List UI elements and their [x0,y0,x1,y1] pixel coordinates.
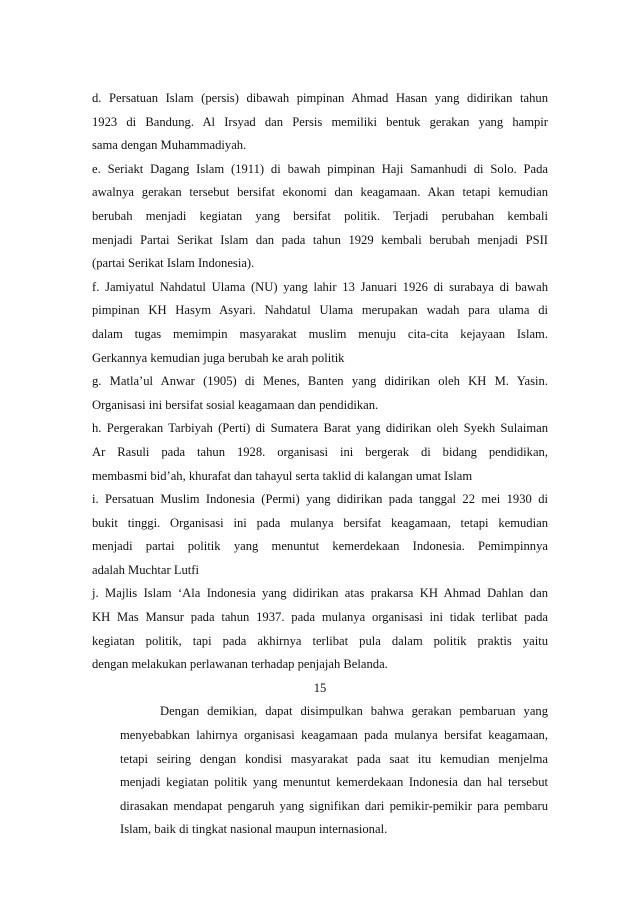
text-line: j. Majlis Islam ‘Ala Indonesia yang didirikan atas prakarsa KH Ahmad Dahlan dan [92,586,548,601]
text-line: dengan melakukan perlawanan terhadap penjajah Belanda. [92,657,388,672]
text-line: dalam tugas memimpin masyarakat muslim menuju cita-cita kejayaan Islam. [92,326,548,341]
text-line: Ar Rasuli pada tahun 1928. organisasi ini bergerak di bidang pendidikan, [92,444,548,459]
text-line: menjadi kegiatan politik yang menuntut kemerdekaan Indonesia dan hal tersebut [120,775,548,790]
text-line: menyebabkan lahirnya organisasi keagamaan pada mulanya bersifat keagamaan, [120,728,548,743]
list-item-i [92,488,548,582]
text-line: berubah menjadi kegiatan yang bersifat politik. Terjadi perubahan kembali [92,208,548,223]
text-line: menjadi Partai Serikat Islam dan pada tahun 1929 kembali berubah menjadi PSII [92,232,548,247]
text-line: KH Mas Mansur pada tahun 1937. pada mulanya organisasi ini tidak terlibat pada [92,610,548,625]
text-line: Dengan demikian, dapat disimpulkan bahwa gerakan pembaruan yang [160,704,548,719]
text-line: f. Jamiyatul Nahdatul Ulama (NU) yang lahir 13 Januari 1926 di surabaya di bawah [92,279,548,294]
text-line: membasmi bid’ah, khurafat dan tahayul serta taklid di kalangan umat Islam [92,468,473,483]
list-item-d [92,87,548,158]
text-line: kegiatan politik, tapi pada akhirnya terlibat pula dalam politik praktis yaitu [92,633,548,648]
text-line: tetapi seiring dengan kondisi masyarakat pada saat itu kemudian menjelma [120,751,548,766]
page-number: 15 [313,680,327,695]
text-line: i. Persatuan Muslim Indonesia (Permi) yang didirikan pada tanggal 22 mei 1930 di [92,492,548,507]
conclusion-paragraph [92,700,548,842]
organization-list [92,87,548,842]
text-line: Organisasi ini bersifat sosial keagamaan dan pendidikan. [92,397,379,412]
text-line: 1923 di Bandung. Al Irsyad dan Persis memiliki bentuk gerakan yang hampir [92,114,548,129]
text-line: awalnya gerakan tersebut bersifat ekonomi dan keagamaan. Akan tetapi kemudian [92,185,548,200]
text-line: menjadi partai politik yang menuntut kemerdekaan Indonesia. Pemimpinnya [92,539,548,554]
list-item-h [92,417,548,488]
text-line: adalah Muchtar Lutfi [92,562,200,577]
text-line: dirasakan mendapat pengaruh yang signifikan dari pemikir-pemikir para pembaru [120,798,548,813]
text-line: g. Matla’ul Anwar (1905) di Menes, Banten yang didirikan oleh KH M. Yasin. [92,374,548,389]
list-item-f [92,276,548,370]
text-line: d. Persatuan Islam (persis) dibawah pimpinan Ahmad Hasan yang didirikan tahun [92,91,548,105]
text-line: Islam, baik di tingkat nasional maupun internasional. [120,822,388,837]
text-line: Gerkannya kemudian juga berubah ke arah politik [92,350,345,365]
text-line: e. Seriakt Dagang Islam (1911) di bawah pimpinan Haji Samanhudi di Solo. Pada [92,161,548,176]
text-line: pimpinan KH Hasym Asyari. Nahdatul Ulama merupakan wadah para ulama di [92,303,548,318]
text-line: h. Pergerakan Tarbiyah (Perti) di Sumatera Barat yang didirikan oleh Syekh Sulaiman [92,421,548,436]
list-item-g [92,370,548,417]
list-item-j [92,582,548,676]
text-line: bukit tinggi. Organisasi ini pada mulanya bersifat keagamaan, tetapi kemudian [92,515,548,530]
text-line: (partai Serikat Islam Indonesia). [92,256,255,271]
text-line: sama dengan Muhammadiyah. [92,138,247,153]
list-item-e [92,158,548,276]
